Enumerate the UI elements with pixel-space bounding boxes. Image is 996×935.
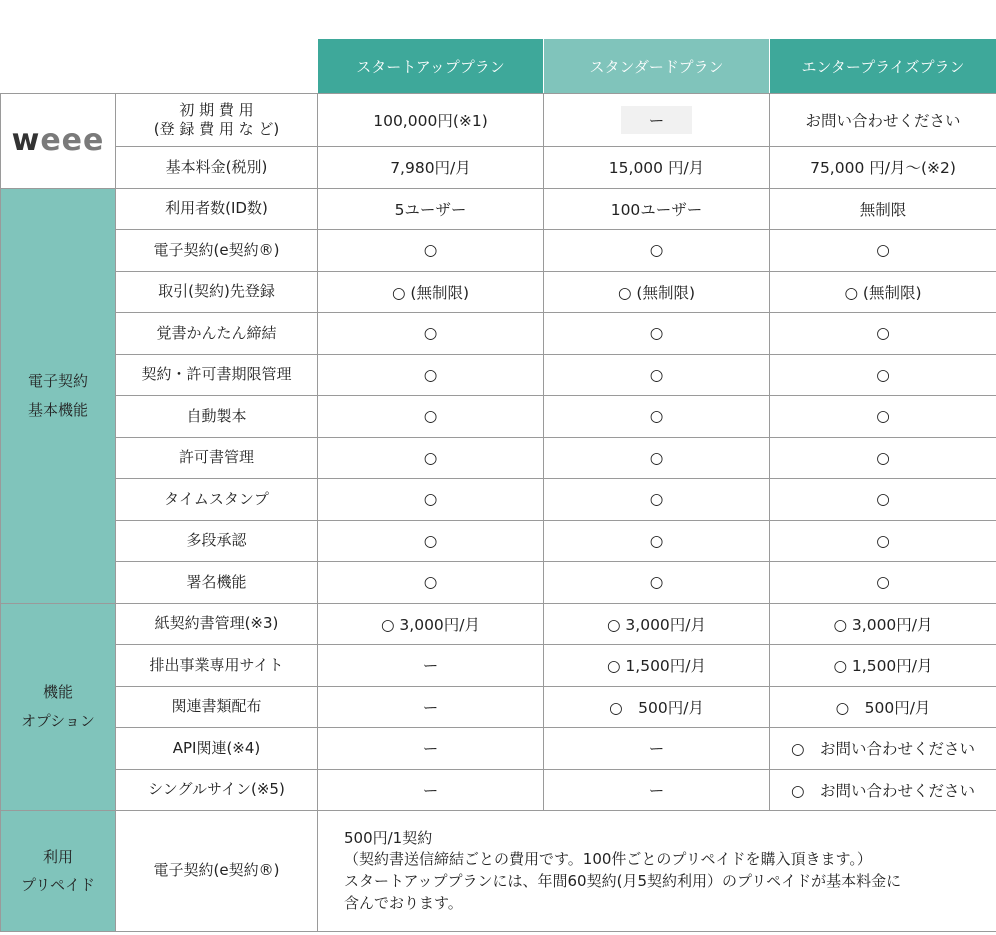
category-basic-functions xyxy=(1,188,116,603)
feature-label: 電子契約(e契約®) xyxy=(116,811,318,932)
desc-line: スタートアッププランには、年間60契約(月5契約利用）のプリペイドが基本料金に xyxy=(344,872,902,890)
category-line: プリペイド xyxy=(20,876,96,894)
value-cell: ー xyxy=(544,728,770,770)
value-cell xyxy=(544,94,770,147)
value-cell: お問い合わせください xyxy=(770,94,996,147)
value-cell: ○ xyxy=(544,437,770,479)
value-cell: ○ xyxy=(318,313,544,355)
value-cell: ○ xyxy=(318,479,544,521)
table-row xyxy=(1,769,996,811)
table-row xyxy=(1,603,996,645)
feature-line: 初 期 費 用 xyxy=(179,100,254,119)
value-cell: ○ xyxy=(544,354,770,396)
value-cell: ○ 1,500円/月 xyxy=(770,645,996,687)
feature-label xyxy=(116,94,318,147)
feature-label: シングルサイン(※5) xyxy=(116,769,318,811)
feature-label: 関連書類配布 xyxy=(116,686,318,728)
value-cell: ○ xyxy=(318,354,544,396)
value-cell: ○ xyxy=(770,230,996,272)
plan-header-startup: スタートアッププラン xyxy=(318,39,544,94)
value-cell: ○ xyxy=(318,230,544,272)
feature-label: 署名機能 xyxy=(116,562,318,604)
value-cell: ○ (無制限) xyxy=(770,271,996,313)
feature-label: 排出事業専用サイト xyxy=(116,645,318,687)
value-cell: ○ xyxy=(318,520,544,562)
value-cell: ○ 500円/月 xyxy=(770,686,996,728)
category-line: 機能 xyxy=(42,683,73,702)
dash-value: ー xyxy=(621,106,693,134)
table-row xyxy=(1,188,996,230)
value-cell: ○ xyxy=(770,396,996,438)
category-line: 基本機能 xyxy=(27,400,88,419)
value-cell: ○ xyxy=(544,396,770,438)
value-cell: ○ xyxy=(770,313,996,355)
feature-label: 基本料金(税別) xyxy=(116,147,318,189)
table-row xyxy=(1,811,996,932)
value-cell: ○ xyxy=(770,479,996,521)
feature-label: タイムスタンプ xyxy=(116,479,318,521)
category-options xyxy=(1,603,116,811)
table-row xyxy=(1,728,996,770)
table-row xyxy=(1,313,996,355)
value-cell: 15,000 円/月 xyxy=(544,147,770,189)
value-cell: ○ xyxy=(318,562,544,604)
feature-line: (登 録 費 用 な ど) xyxy=(153,120,280,138)
prepaid-description xyxy=(318,811,996,932)
table-row xyxy=(1,396,996,438)
value-cell: ー xyxy=(544,769,770,811)
value-cell: ○ xyxy=(544,479,770,521)
value-cell: ー xyxy=(318,728,544,770)
category-line: オプション xyxy=(21,711,95,730)
table-row xyxy=(1,520,996,562)
value-cell: ○ xyxy=(770,354,996,396)
desc-line: 含んでおります。 xyxy=(344,893,463,912)
logo-eee: eee xyxy=(40,123,105,159)
value-cell: ー xyxy=(318,645,544,687)
desc-line: 500円/1契約 xyxy=(344,828,433,847)
feature-label: 許可書管理 xyxy=(116,437,318,479)
value-cell: ○ xyxy=(318,396,544,438)
value-cell: ○ xyxy=(544,520,770,562)
table-row xyxy=(1,645,996,687)
feature-label: 覚書かんたん締結 xyxy=(116,313,318,355)
value-cell: ○ 1,500円/月 xyxy=(544,645,770,687)
value-cell: ○ お問い合わせください xyxy=(770,728,996,770)
brand-logo xyxy=(1,94,116,189)
category-prepaid xyxy=(1,811,116,932)
feature-label: 電子契約(e契約®) xyxy=(116,230,318,272)
table-row xyxy=(1,94,996,147)
value-cell: 100,000円(※1) xyxy=(318,94,544,147)
value-cell: 7,980円/月 xyxy=(318,147,544,189)
value-cell: 100ユーザー xyxy=(544,188,770,230)
value-cell: ○ xyxy=(544,230,770,272)
value-cell: ○ xyxy=(544,562,770,604)
table-row xyxy=(1,686,996,728)
plan-header-standard: スタンダードプラン xyxy=(544,39,770,94)
table-row xyxy=(1,479,996,521)
category-line: 電子契約 xyxy=(27,372,88,390)
value-cell: ○ xyxy=(770,520,996,562)
table-row xyxy=(1,562,996,604)
feature-label: 契約・許可書期限管理 xyxy=(116,354,318,396)
value-cell: ー xyxy=(318,686,544,728)
table-row xyxy=(1,147,996,189)
value-cell: ○ 3,000円/月 xyxy=(544,603,770,645)
table-row xyxy=(1,230,996,272)
value-cell: ○ 500円/月 xyxy=(544,686,770,728)
logo-w: w xyxy=(11,123,41,159)
value-cell: ○ (無制限) xyxy=(318,271,544,313)
value-cell: ○ xyxy=(544,313,770,355)
feature-label: API関連(※4) xyxy=(116,728,318,770)
value-cell: 5ユーザー xyxy=(318,188,544,230)
value-cell: ○ xyxy=(770,562,996,604)
table-row xyxy=(1,271,996,313)
feature-label: 自動製本 xyxy=(116,396,318,438)
value-cell: 無制限 xyxy=(770,188,996,230)
value-cell: ○ 3,000円/月 xyxy=(318,603,544,645)
value-cell: ○ (無制限) xyxy=(544,271,770,313)
value-cell: ○ お問い合わせください xyxy=(770,769,996,811)
feature-label: 紙契約書管理(※3) xyxy=(116,603,318,645)
header-empty-cell xyxy=(1,39,318,94)
value-cell: 75,000 円/月〜(※2) xyxy=(770,147,996,189)
pricing-table xyxy=(0,38,996,932)
table-row xyxy=(1,354,996,396)
category-line: 利用 xyxy=(42,847,73,866)
feature-label: 取引(契約)先登録 xyxy=(116,271,318,313)
desc-line: （契約書送信締結ごとの費用です。100件ごとのプリペイドを購入頂きます。） xyxy=(344,850,872,869)
feature-label: 利用者数(ID数) xyxy=(116,188,318,230)
feature-label: 多段承認 xyxy=(116,520,318,562)
value-cell: ○ 3,000円/月 xyxy=(770,603,996,645)
value-cell: ○ xyxy=(318,437,544,479)
plan-header-enterprise: エンタープライズプラン xyxy=(770,39,996,94)
table-row xyxy=(1,437,996,479)
value-cell: ○ xyxy=(770,437,996,479)
value-cell: ー xyxy=(318,769,544,811)
